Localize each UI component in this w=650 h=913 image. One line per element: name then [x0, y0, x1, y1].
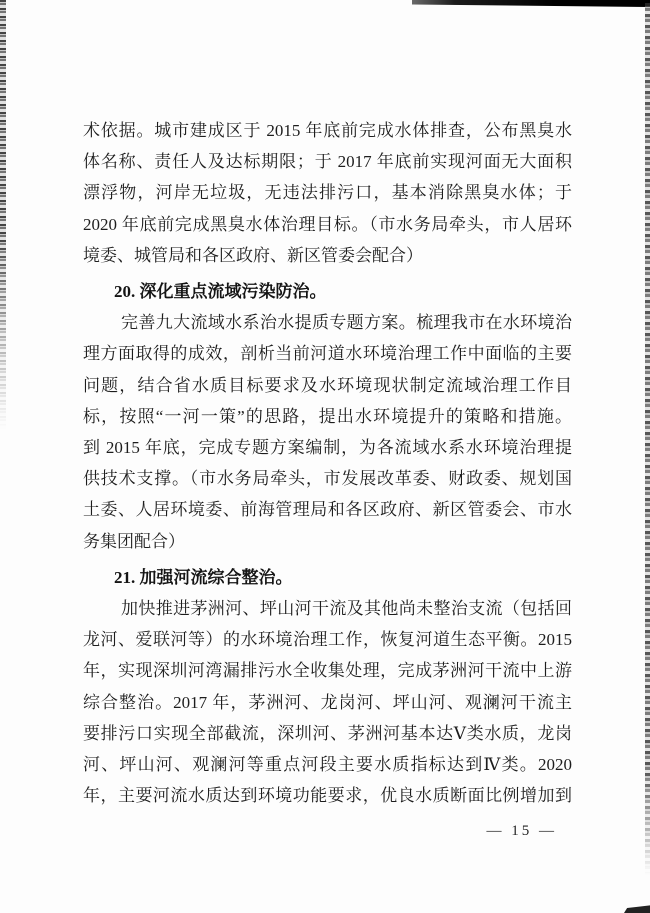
text-line: 标，按照“一河一策”的思路，提出水环境提升的策略和措施。: [83, 406, 572, 426]
text-line: 漂浮物，河岸无垃圾，无违法排污口，基本消除黑臭水体；于: [83, 183, 572, 203]
scan-artifact-top-bar: [412, 0, 650, 7]
text-line: 完善九大流域水系治水提质专题方案。梳理我市在水环境治: [121, 313, 572, 333]
text-line: 综合整治。2017 年，茅洲河、龙岗河、坪山河、观澜河干流主: [83, 692, 572, 712]
text-line: 河、坪山河、观澜河等重点河段主要水质指标达到Ⅳ类。2020: [83, 755, 572, 775]
scan-artifact-left-edge: [0, 0, 6, 430]
page-number: — 15 —: [486, 823, 557, 839]
text-line: 年，实现深圳河湾漏排污水全收集处理，完成茅洲河干流中上游: [83, 661, 572, 681]
text-line: 加快推进茅洲河、坪山河干流及其他尚未整治支流（包括回: [121, 599, 572, 619]
text-line: 供技术支撑。（市水务局牵头，市发展改革委、财政委、规划国: [83, 469, 572, 489]
text-line: 土委、人居环境委、前海管理局和各区政府、新区管委会、市水: [83, 500, 572, 520]
section-heading-21: 21. 加强河流综合整治。: [114, 567, 293, 587]
text-line: 到 2015 年底，完成专题方案编制，为各流域水系水环境治理提: [83, 438, 572, 458]
text-line: 2020 年底前完成黑臭水体治理目标。（市水务局牵头，市人居环: [83, 214, 572, 234]
text-line: 年，主要河流水质达到环境功能要求，优良水质断面比例增加到: [83, 786, 572, 806]
scan-artifact-right-edge: [645, 3, 650, 875]
section-heading-20: 20. 深化重点流域污染防治。: [114, 282, 327, 302]
text-line: 要排污口实现全部截流，深圳河、茅洲河基本达Ⅴ类水质，龙岗: [83, 723, 572, 743]
text-line: 龙河、爱联河等）的水环境治理工作，恢复河道生态平衡。2015: [83, 630, 572, 650]
text-line: 术依据。城市建成区于 2015 年底前完成水体排查，公布黑臭水: [83, 121, 572, 140]
text-line: 体名称、责任人及达标期限；于 2017 年底前实现河面无大面积: [83, 152, 572, 172]
text-line: 问题，结合省水质目标要求及水环境现状制定流域治理工作目: [83, 375, 572, 395]
text-line: 务集团配合）: [83, 531, 185, 551]
text-line: 境委、城管局和各区政府、新区管委会配合）: [83, 245, 423, 265]
scan-artifact-bottom-right-corner: [624, 904, 650, 913]
text-line: 理方面取得的成效，剖析当前河道水环境治理工作中面临的主要: [83, 344, 572, 364]
document-text-block: [83, 115, 572, 811]
